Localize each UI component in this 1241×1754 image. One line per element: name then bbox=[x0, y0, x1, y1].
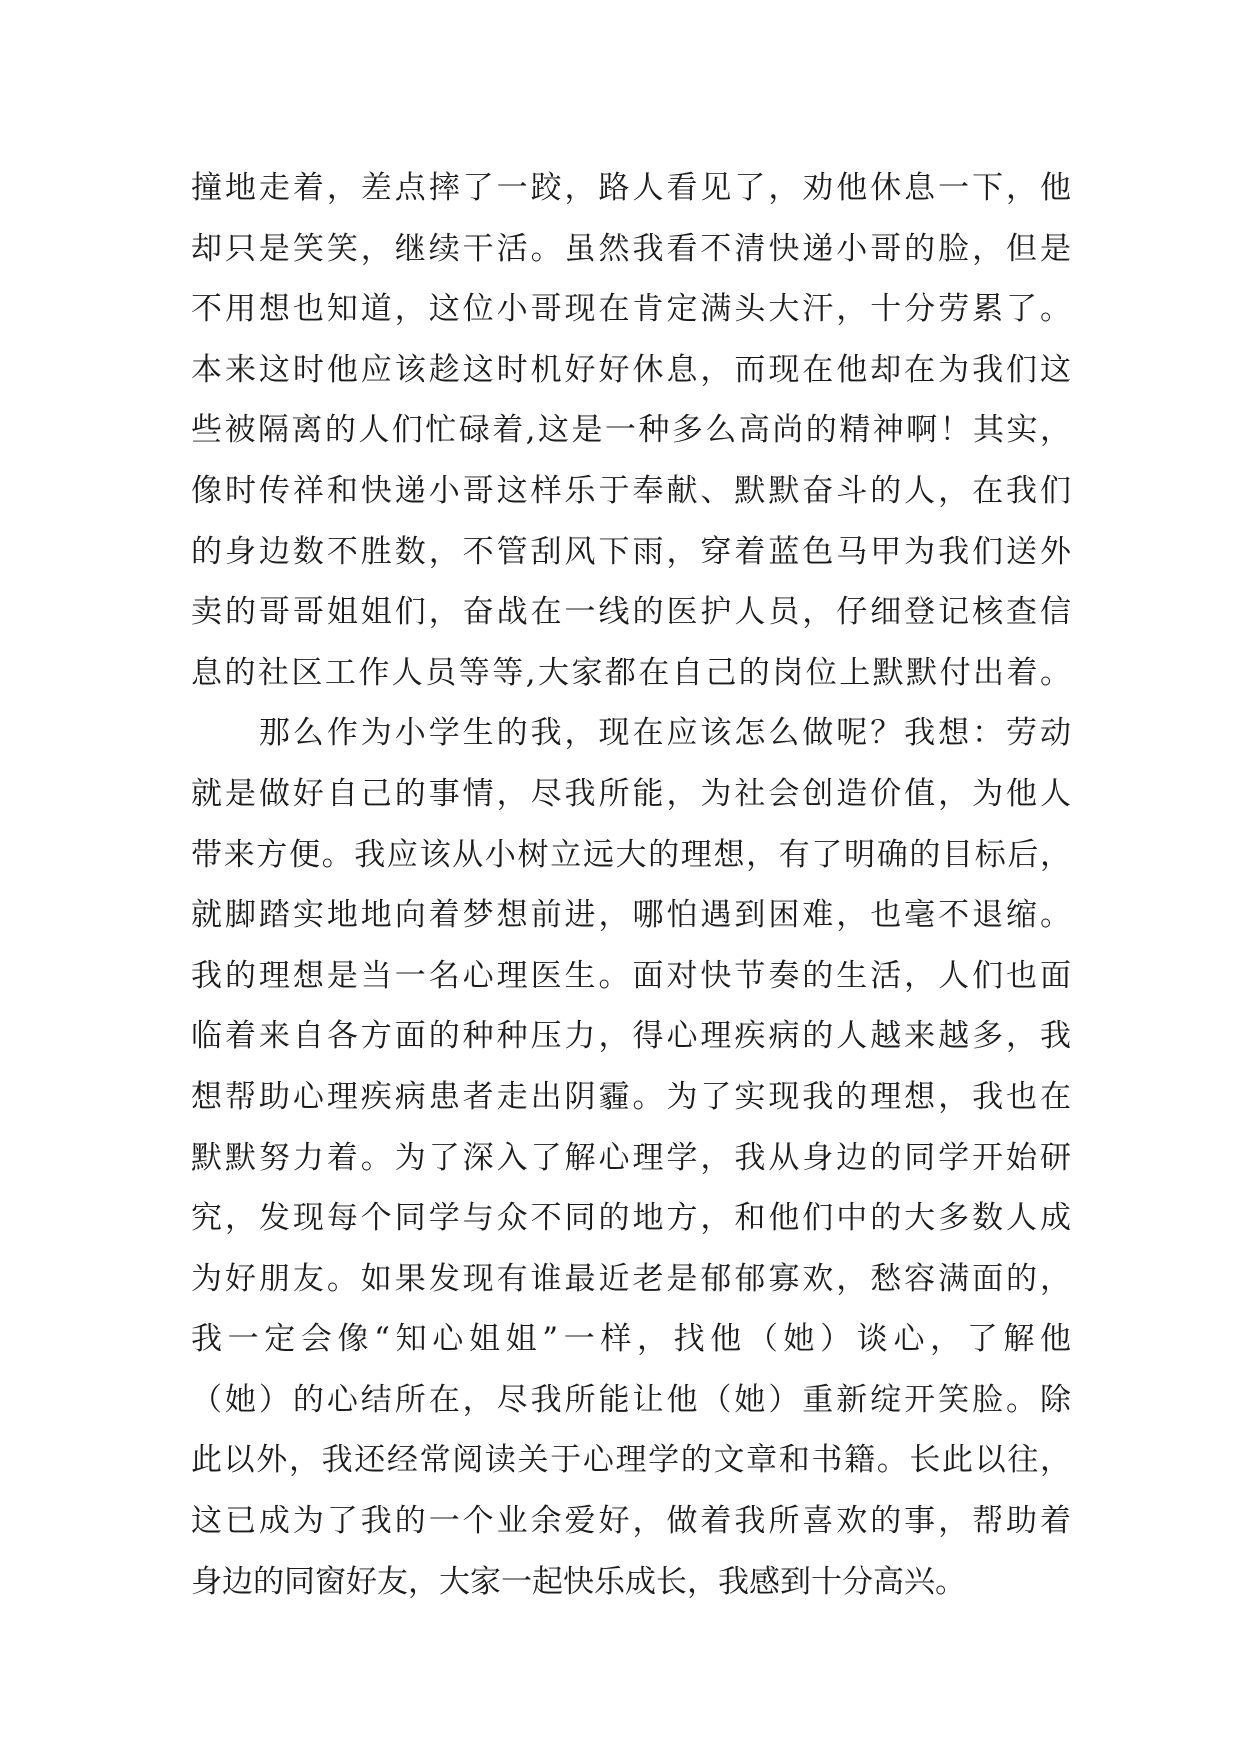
text-line: （她）的心结所在，尽我所能让他（她）重新绽开笑脸。除 bbox=[191, 1381, 1071, 1418]
text-line: 为好朋友。如果发现有谁最近老是郁郁寡欢，愁容满面的， bbox=[191, 1260, 1071, 1297]
text-line: 临着来自各方面的种种压力，得心理疾病的人越来越多，我 bbox=[191, 1018, 1071, 1055]
text-line: 卖的哥哥姐姐们，奋战在一线的医护人员，仔细登记核查信 bbox=[191, 594, 1071, 631]
text-line: 却只是笑笑，继续干活。虽然我看不清快递小哥的脸，但是 bbox=[191, 230, 1071, 267]
text-line: 想帮助心理疾病患者走出阴霾。为了实现我的理想，我也在 bbox=[191, 1078, 1071, 1115]
document-body bbox=[191, 158, 1071, 1612]
paragraph-end-line: 身边的同窗好友，大家一起快乐成长，我感到十分高兴。 bbox=[191, 1563, 966, 1600]
text-line: 不用想也知道，这位小哥现在肯定满头大汗，十分劳累了。 bbox=[191, 291, 1071, 328]
text-line: 此以外，我还经常阅读关于心理学的文章和书籍。长此以往， bbox=[191, 1442, 1071, 1479]
text-line: 就是做好自己的事情，尽我所能，为社会创造价值，为他人 bbox=[191, 775, 1071, 812]
text-line: 默默努力着。为了深入了解心理学，我从身边的同学开始研 bbox=[191, 1139, 1071, 1176]
text-line: 我的理想是当一名心理医生。面对快节奏的生活，人们也面 bbox=[191, 957, 1071, 994]
text-line: 像时传祥和快递小哥这样乐于奉献、默默奋斗的人，在我们 bbox=[191, 472, 1071, 509]
text-line: 我一定会像“知心姐姐”一样，找他（她）谈心，了解他 bbox=[191, 1321, 1071, 1358]
text-line: 这已成为了我的一个业余爱好，做着我所喜欢的事，帮助着 bbox=[191, 1503, 1071, 1540]
text-line: 究，发现每个同学与众不同的地方，和他们中的大多数人成 bbox=[191, 1200, 1071, 1237]
text-line: 就脚踏实地地向着梦想前进，哪怕遇到困难，也毫不退缩。 bbox=[191, 897, 1071, 934]
text-line: 的身边数不胜数，不管刮风下雨，穿着蓝色马甲为我们送外 bbox=[191, 533, 1071, 570]
text-line: 本来这时他应该趁这时机好好休息，而现在他却在为我们这 bbox=[191, 351, 1071, 388]
text-line: 带来方便。我应该从小树立远大的理想，有了明确的目标后， bbox=[191, 836, 1071, 873]
text-line: 息的社区工作人员等等,大家都在自己的岗位上默默付出着。 bbox=[191, 654, 1071, 691]
paragraph-start-line: 那么作为小学生的我，现在应该怎么做呢？我想：劳动 bbox=[191, 715, 1071, 752]
text-line: 些被隔离的人们忙碌着,这是一种多么高尚的精神啊！其实， bbox=[191, 412, 1071, 449]
text-line: 撞地走着，差点摔了一跤，路人看见了，劝他休息一下，他 bbox=[191, 170, 1071, 206]
